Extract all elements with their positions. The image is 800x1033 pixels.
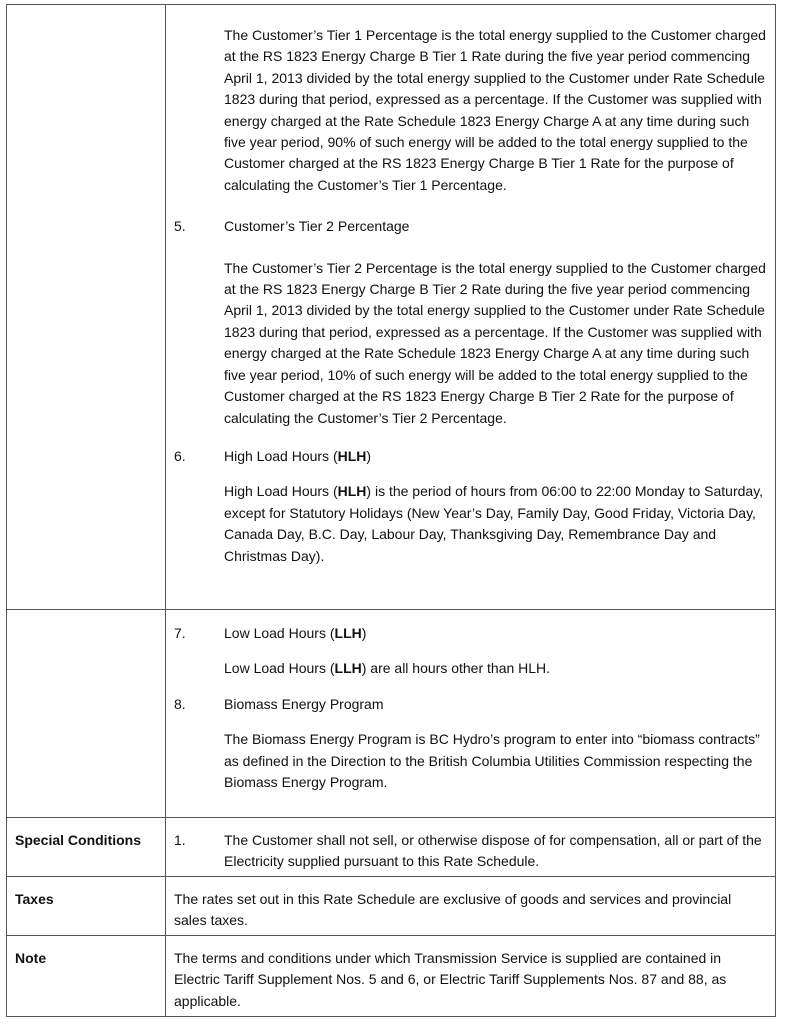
note-label: Note (7, 936, 166, 1016)
item-number: 1. (174, 832, 186, 848)
special-condition-1 (166, 830, 775, 873)
special-conditions-label: Special Conditions (7, 818, 166, 876)
hlh-body: High Load Hours (HLH) is the period of hours from 06:00 to 22:00 Monday to Saturday, except for Statutory Holidays (New Year’s Day, Family Day, Good Friday, Victoria Day, Canada Day, B.C. Day, Labour Day, Thanksgiving Day, Remembrance Day and Christmas Day). (224, 483, 764, 564)
item-title: Biomass Energy Program (224, 695, 384, 712)
rate-schedule-table (6, 4, 776, 1017)
definitions-content-1 (166, 5, 775, 609)
item-title: Customer’s Tier 2 Percentage (224, 218, 410, 235)
definitions-row-1 (7, 5, 775, 609)
definitions-content-2 (166, 610, 775, 817)
taxes-text: The rates set out in this Rate Schedule are exclusive of goods and services and provincial sales taxes. (174, 891, 732, 929)
item-number: 7. (174, 625, 186, 641)
item-5-heading (166, 216, 775, 237)
biomass-body: The Biomass Energy Program is BC Hydro’s program to enter into “biomass contracts” as defined in the Direction to the British Columbia Utilities Commission respecting the Biomass Energy Program. (224, 731, 760, 791)
item-title: Low Load Hours (LLH) (224, 625, 367, 641)
item-number: 5. (174, 218, 186, 235)
item-number: 6. (174, 447, 186, 464)
tier2-percentage-body: The Customer’s Tier 2 Percentage is the total energy supplied to the Customer charged at the RS 1823 Energy Charge B Tier 2 Rate during the five year period commencing April 1, 2013 divided by the total energy supplied to the Customer under Rate Schedule 1823 during that period, expressed as a percentage. If the Customer was supplied with energy charged at the Rate Schedule 1823 Energy Charge A at any time during such five year period, 10% of such energy will be added to the total energy supplied to the Customer charged at the RS 1823 Energy Charge B Tier 2 Rate for the purpose of calculating the Customer’s Tier 2 Percentage. (224, 259, 766, 426)
item-7-heading (166, 623, 775, 644)
item-6-heading (166, 446, 775, 467)
llh-body: Low Load Hours (LLH) are all hours other than HLH. (224, 660, 551, 677)
row-label-empty (7, 5, 166, 609)
note-row (7, 935, 775, 1016)
tier1-percentage-body: The Customer’s Tier 1 Percentage is the total energy supplied to the Customer charged at the RS 1823 Energy Charge B Tier 1 Rate during the five year period commencing April 1, 2013 divided by the total energy supplied to the Customer under Rate Schedule 1823 during that period, expressed as a percentage. If the Customer was supplied with energy charged at the Rate Schedule 1823 Energy Charge A at any time during such five year period, 90% of such energy will be added to the total energy supplied to the Customer charged at the RS 1823 Energy Charge B Tier 1 Rate for the purpose of calculating the Customer’s Tier 1 Percentage. (224, 27, 766, 193)
item-8-heading (166, 694, 775, 715)
note-text: The terms and conditions under which Transmission Service is supplied are contained in Electric Tariff Supplement Nos. 5 and 6, or Electric Tariff Supplements Nos. 87 and 88, as applicable. (174, 950, 727, 1009)
taxes-label: Taxes (7, 877, 166, 935)
special-conditions-row (7, 817, 775, 876)
taxes-row (7, 876, 775, 935)
definitions-row-2 (7, 609, 775, 817)
item-title: High Load Hours (HLH) (224, 447, 372, 464)
row-label-empty (7, 610, 166, 817)
item-number: 8. (174, 695, 186, 712)
special-condition-text: The Customer shall not sell, or otherwise dispose of for compensation, all or part of the Electricity supplied pursuant to this Rate Schedule. (224, 832, 762, 870)
special-conditions-content (166, 818, 775, 876)
